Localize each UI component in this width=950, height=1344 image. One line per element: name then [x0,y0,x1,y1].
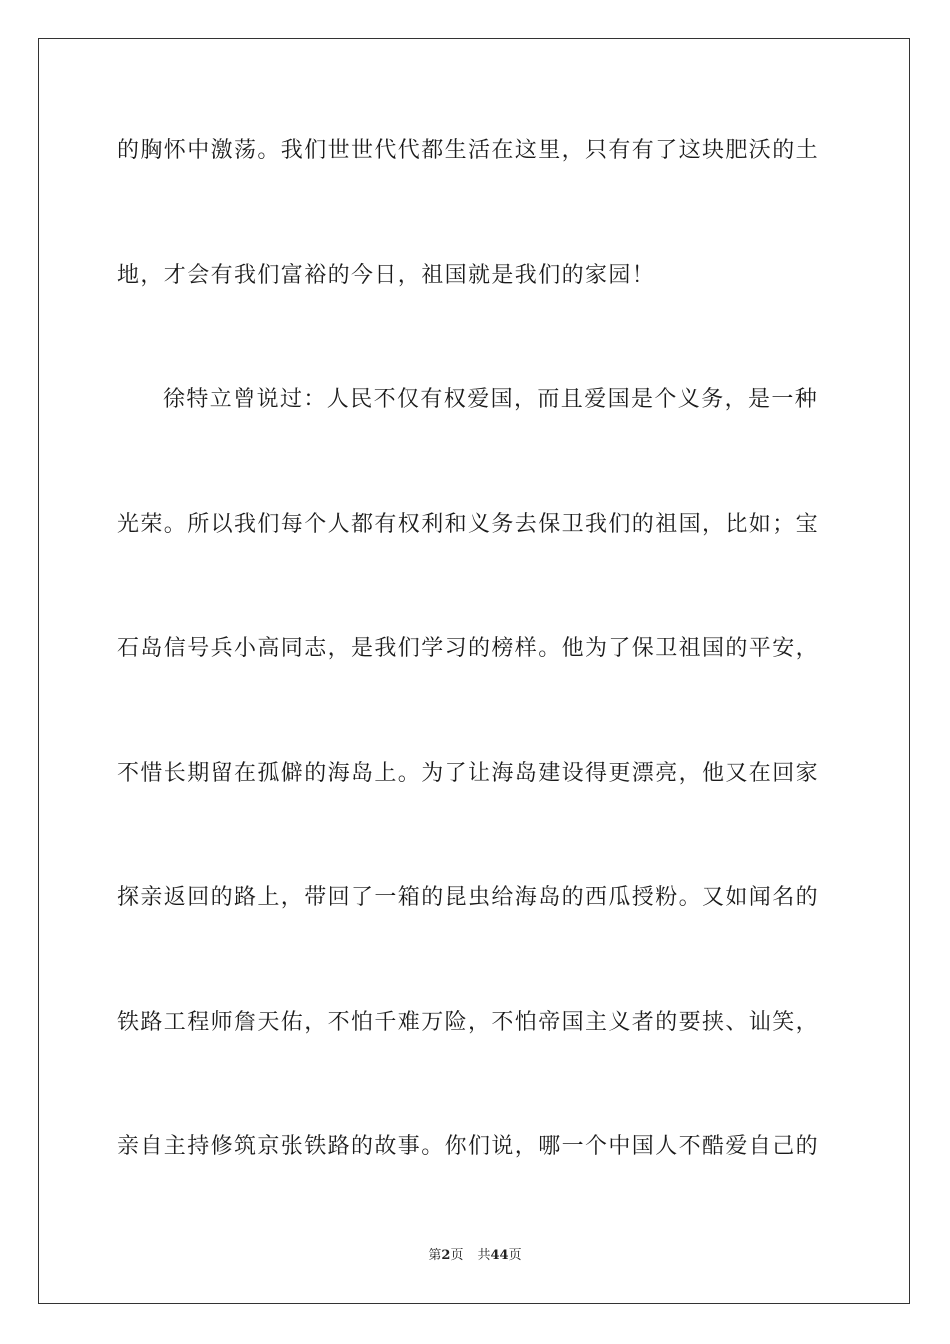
text-line-9: 亲自主持修筑京张铁路的故事。你们说，哪一个中国人不酷爱自己的 [117,1134,820,1159]
page-prefix: 第 [428,1248,442,1263]
text-line-5: 石岛信号兵小高同志，是我们学习的榜样。他为了保卫祖国的平安， [117,636,820,661]
total-suffix: 页 [508,1248,522,1263]
text-line-1: 的胸怀中激荡。我们世世代代都生活在这里，只有有了这块肥沃的土 [117,138,820,163]
text-line-2: 地，才会有我们富裕的今日，祖国就是我们的家园！ [117,263,656,288]
text-line-8: 铁路工程师詹天佑，不怕千难万险，不怕帝国主义者的要挟、讪笑， [117,1010,820,1035]
page-number: 2 [441,1248,451,1263]
text-line-7: 探亲返回的路上，带回了一箱的昆虫给海岛的西瓜授粉。又如闻名的 [117,885,820,910]
text-line-3: 徐特立曾说过：人民不仅有权爱国，而且爱国是个义务，是一种 [163,387,819,412]
page-suffix: 页 [450,1248,464,1263]
text-line-6: 不惜长期留在孤僻的海岛上。为了让海岛建设得更漂亮，他又在回家 [117,761,820,786]
page-footer [0,1247,950,1265]
text-line-4: 光荣。所以我们每个人都有权利和义务去保卫我们的祖国，比如；宝 [117,512,820,537]
page-border [38,38,910,1304]
total-pages: 44 [490,1248,509,1263]
total-prefix: 共 [477,1248,491,1263]
